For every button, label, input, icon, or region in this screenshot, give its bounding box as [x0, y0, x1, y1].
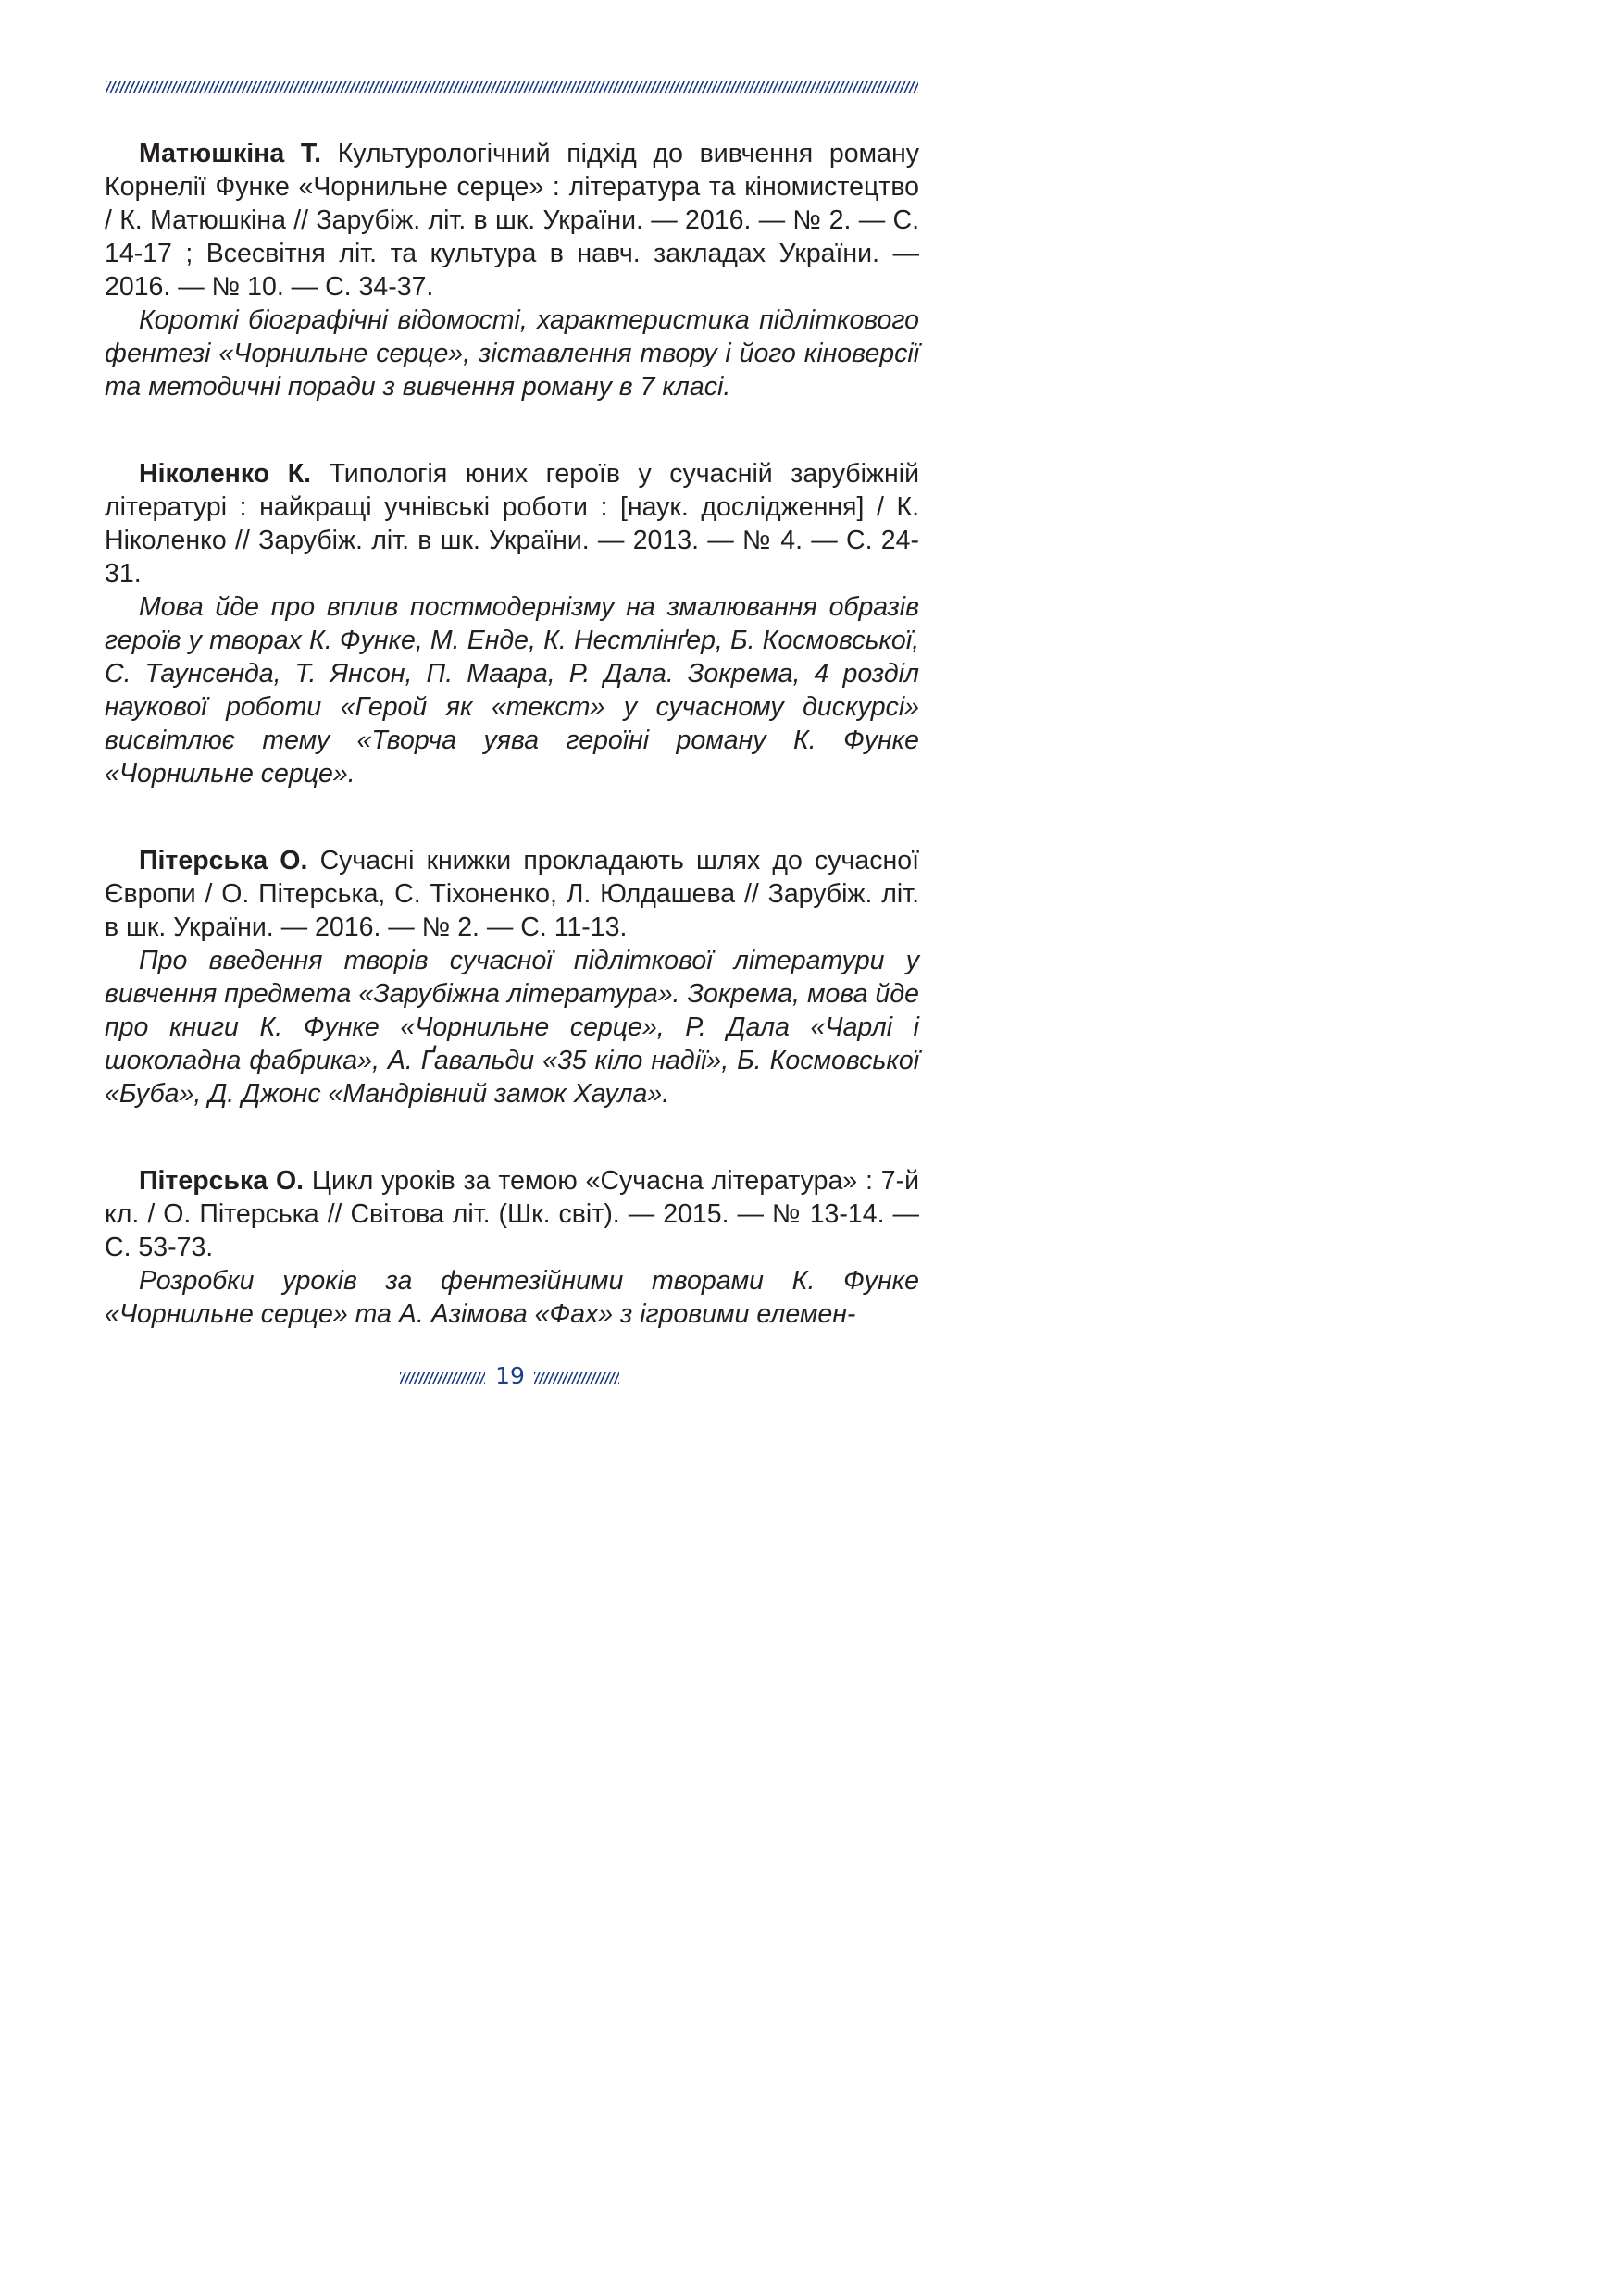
entry-annotation: Короткі біографічні відомості, характеристика підліткового фентезі «Чорнильне серце», зіставлення твору і його кіноверсії та методичні поради з вивчення роману в 7 класі. — [105, 305, 919, 402]
entry-citation-text: Цикл уроків за темою «Сучасна література» : 7-й кл. / О. Пітерська // Світова літ. (Шк. світ). — 2015. — № 13-14. — С. 53-73. — [105, 1166, 920, 1262]
entry-citation — [105, 844, 919, 944]
entry-citation — [105, 1164, 919, 1264]
top-hatched-rule — [106, 81, 918, 93]
bibliography-entry — [105, 457, 919, 790]
entry-citation-text: Типологія юних героїв у сучасній зарубіжній літературі : найкращі учнівські роботи : [наук. дослідження] / К. Ніколенко // Зарубіж. літ. в шк. України. — 2013. — № 4. — С. 24-31. — [105, 459, 919, 589]
entry-author: Матюшкіна Т. — [139, 139, 322, 168]
document-page — [0, 0, 1021, 1446]
bibliography-list — [105, 137, 919, 1384]
footer-hatch-right — [534, 1372, 619, 1384]
entry-citation-text: Сучасні книжки прокладають шлях до сучасної Європи / О. Пітерська, С. Тіхоненко, Л. Юлдашева // Зарубіж. літ. в шк. України. — 2016. — № 2. — С. 11-13. — [105, 846, 920, 942]
entry-citation-text: Культурологічний підхід до вивчення роману Корнелії Функе «Чорнильне серце» : література та кіномистецтво / К. Матюшкіна // Зарубіж. літ. в шк. України. — 2016. — № 2. — С. 14-17 ; Всесвітня літ. та культура в навч. закладах України. — 2016. — № 10. — С. 34-37. — [105, 139, 919, 302]
entry-annotation: Мова йде про вплив постмодернізму на змалювання образів героїв у творах К. Функе, М. Енде, К. Нестлінґер, Б. Космовської, С. Таунсенда, Т. Янсон, П. Маара, Р. Дала. Зокрема, 4 розділ наукової роботи «Герой як «текст» у сучасному дискурсі» висвітлює тему «Творча уява героїні роману К. Функе «Чорнильне серце». — [105, 592, 919, 788]
bibliography-entry — [105, 844, 919, 1111]
entry-citation — [105, 137, 919, 304]
bibliography-entry — [105, 137, 919, 403]
entry-author: Пітерська О. — [139, 1166, 305, 1196]
entry-annotation: Про введення творів сучасної підліткової літератури у вивчення предмета «Зарубіжна література». Зокрема, мова йде про книги К. Функе «Чорнильне серце», Р. Дала «Чарлі і шоколадна фабрика», А. Ґавальди «35 кіло надії», Б. Космовської «Буба», Д. Джонс «Мандрівний замок Хаула». — [105, 946, 919, 1109]
page-footer — [0, 1360, 1021, 1397]
entry-author: Ніколенко К. — [139, 459, 312, 489]
entry-citation — [105, 457, 919, 590]
bibliography-entry — [105, 1164, 919, 1331]
entry-author: Пітерська О. — [139, 846, 308, 875]
footer-hatch-left — [400, 1372, 485, 1384]
page-number: 19 — [495, 1362, 525, 1389]
entry-annotation: Розробки уроків за фентезійними творами К. Функе «Чорнильне серце» та А. Азімова «Фах» з ігровими елемен- — [105, 1266, 919, 1329]
